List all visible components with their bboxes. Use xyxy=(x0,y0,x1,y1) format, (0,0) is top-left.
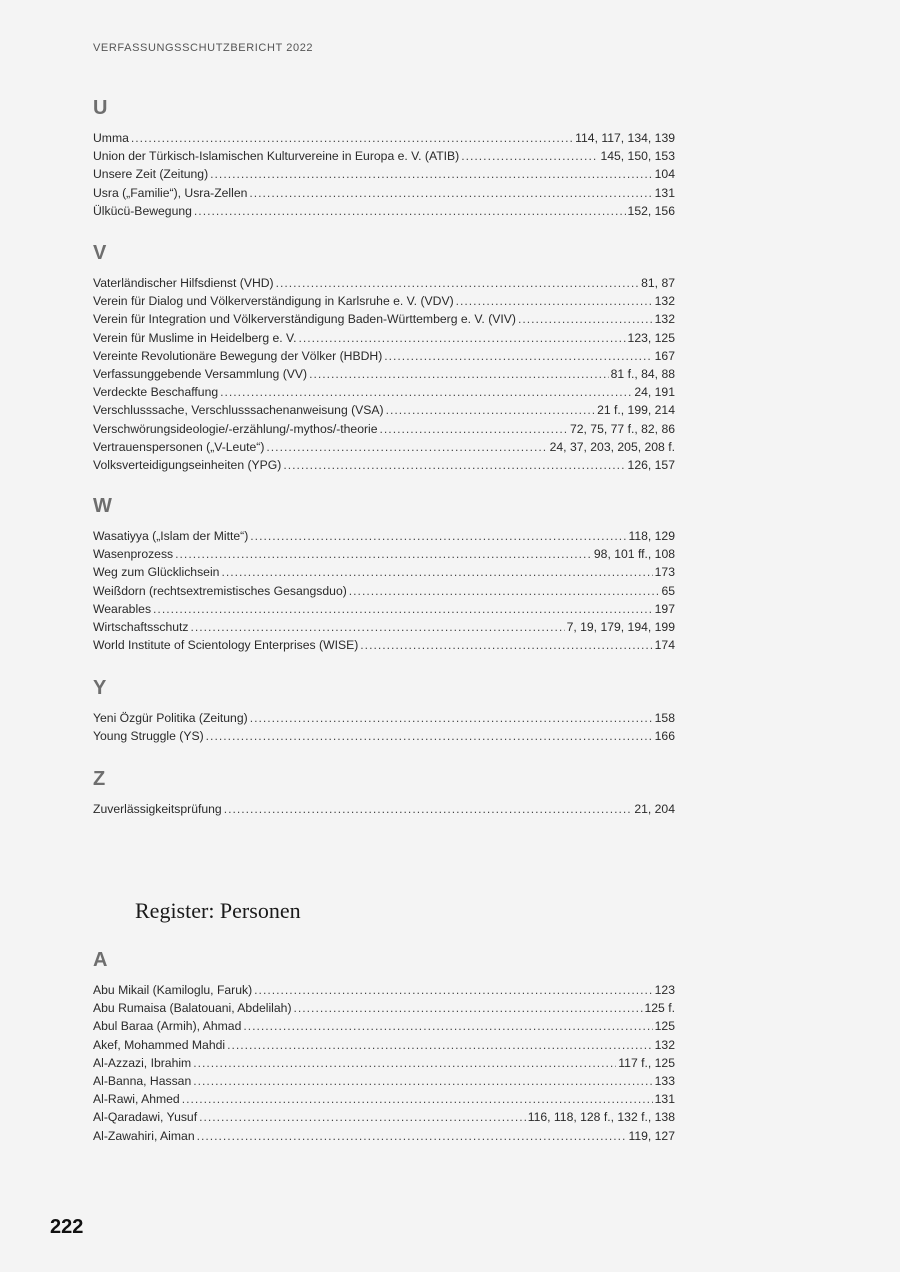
dot-leader xyxy=(220,383,632,401)
dot-leader xyxy=(206,727,653,745)
dot-leader xyxy=(276,274,639,292)
dot-leader xyxy=(254,981,652,999)
entry-term: Al-Zawahiri, Aiman xyxy=(93,1128,195,1143)
dot-leader xyxy=(243,1017,652,1035)
entry-term: Verein für Dialog und Völkerverständigung in Karlsruhe e. V. (VDV) xyxy=(93,294,454,309)
index-entry xyxy=(93,999,675,1017)
entry-term: Verein für Muslime in Heidelberg e. V. xyxy=(93,330,297,345)
index-entry xyxy=(93,636,675,654)
entry-pages: 167 xyxy=(654,348,675,363)
entry-pages: 81 f., 84, 88 xyxy=(610,366,675,381)
dot-leader xyxy=(224,800,633,818)
section-letter: V xyxy=(93,242,107,264)
index-entry xyxy=(93,310,675,328)
entry-list xyxy=(93,981,675,1145)
dot-leader xyxy=(153,600,653,618)
dot-leader xyxy=(360,636,652,654)
index-entry xyxy=(93,438,675,456)
page-number: 222 xyxy=(50,1216,84,1238)
entry-pages: 132 xyxy=(654,312,675,327)
index-entry xyxy=(93,618,675,636)
entry-pages: 125 xyxy=(654,1019,675,1034)
dot-leader xyxy=(175,545,592,563)
index-entry xyxy=(93,1072,675,1090)
entry-pages: 174 xyxy=(654,638,675,653)
index-entry xyxy=(93,545,675,563)
entry-term: Wearables xyxy=(93,601,152,616)
index-entry xyxy=(93,1127,675,1145)
index-entry xyxy=(93,1036,675,1054)
entry-term: Al-Banna, Hassan xyxy=(93,1073,192,1088)
entry-pages: 197 xyxy=(654,601,675,616)
dot-leader xyxy=(294,999,643,1017)
dot-leader xyxy=(309,365,609,383)
index-entry xyxy=(93,600,675,618)
entry-list xyxy=(93,800,675,818)
entry-pages: 114, 117, 134, 139 xyxy=(575,131,675,145)
index-entry xyxy=(93,165,675,183)
entry-pages: 117 f., 125 xyxy=(618,1055,675,1070)
entry-term: Ülkücü-Bewegung xyxy=(93,203,192,218)
dot-leader xyxy=(349,582,660,600)
entry-list xyxy=(93,709,675,745)
dot-leader xyxy=(266,438,547,456)
index-section-v xyxy=(93,238,675,474)
index-entry xyxy=(93,1017,675,1035)
dot-leader xyxy=(250,527,626,545)
entry-term: Al-Qaradawi, Yusuf xyxy=(93,1110,198,1125)
entry-list xyxy=(93,527,675,654)
entry-term: Verschwörungsideologie/-erzählung/-mythos/-theorie xyxy=(93,421,378,436)
index-entry xyxy=(93,800,675,818)
dot-leader xyxy=(250,709,653,727)
entry-term: Akef, Mohammed Mahdi xyxy=(93,1037,226,1052)
index-entry xyxy=(93,365,675,383)
entry-pages: 125 f. xyxy=(644,1001,675,1016)
entry-term: World Institute of Scientology Enterprises (WISE) xyxy=(93,638,359,653)
entry-term: Umma xyxy=(93,131,129,145)
index-entry xyxy=(93,147,675,165)
entry-pages: 24, 191 xyxy=(634,385,675,400)
index-entry xyxy=(93,1108,675,1126)
entry-term: Al-Rawi, Ahmed xyxy=(93,1092,180,1107)
entry-pages: 118, 129 xyxy=(628,529,675,543)
entry-term: Unsere Zeit (Zeitung) xyxy=(93,167,209,182)
entry-pages: 24, 37, 203, 205, 208 f. xyxy=(549,439,675,454)
dot-leader xyxy=(210,165,653,183)
index-entry xyxy=(93,981,675,999)
entry-pages: 131 xyxy=(654,1092,675,1107)
entry-list xyxy=(93,274,675,474)
dot-leader xyxy=(227,1036,653,1054)
entry-term: Vaterländischer Hilfsdienst (VHD) xyxy=(93,276,274,290)
index-entry xyxy=(93,727,675,745)
entry-pages: 7, 19, 179, 194, 199 xyxy=(566,619,675,634)
entry-pages: 116, 118, 128 f., 132 f., 138 xyxy=(527,1110,675,1125)
dot-leader xyxy=(131,129,573,147)
index-entry xyxy=(93,420,675,438)
entry-pages: 98, 101 ff., 108 xyxy=(593,547,675,562)
entry-term: Yeni Özgür Politika (Zeitung) xyxy=(93,711,248,725)
entry-pages: 152, 156 xyxy=(627,203,675,218)
entry-term: Abu Mikail (Kamiloglu, Faruk) xyxy=(93,983,253,997)
entry-pages: 126, 157 xyxy=(627,457,675,472)
dot-leader xyxy=(461,147,598,165)
index-entry xyxy=(93,563,675,581)
entry-pages: 21, 204 xyxy=(634,802,675,816)
index-section-w xyxy=(93,491,675,654)
entry-pages: 133 xyxy=(654,1073,675,1088)
entry-term: Verein für Integration und Völkerverständigung Baden-Württemberg e. V. (VIV) xyxy=(93,312,516,327)
section-letter: U xyxy=(93,97,108,119)
dot-leader xyxy=(386,401,595,419)
entry-pages: 131 xyxy=(654,185,675,200)
index-section-u xyxy=(93,93,675,220)
index-section-y xyxy=(93,673,675,745)
dot-leader xyxy=(199,1108,526,1126)
entry-pages: 65 xyxy=(661,583,675,598)
index-entry xyxy=(93,202,675,220)
entry-pages: 173 xyxy=(654,565,675,580)
dot-leader xyxy=(193,1072,652,1090)
dot-leader xyxy=(182,1090,653,1108)
entry-term: Abul Baraa (Armih), Ahmad xyxy=(93,1019,242,1034)
section-letter: W xyxy=(93,495,112,517)
index-entry xyxy=(93,456,675,474)
index-entry xyxy=(93,1090,675,1108)
dot-leader xyxy=(197,1127,627,1145)
section-letter: A xyxy=(93,949,108,971)
dot-leader xyxy=(221,563,652,581)
entry-term: Volksverteidigungseinheiten (YPG) xyxy=(93,457,282,472)
dot-leader xyxy=(298,329,625,347)
index-section-z xyxy=(93,764,675,818)
index-entry xyxy=(93,184,675,202)
entry-pages: 123 xyxy=(654,983,675,997)
entry-pages: 119, 127 xyxy=(628,1128,675,1143)
entry-pages: 104 xyxy=(654,167,675,182)
index-entry xyxy=(93,582,675,600)
dot-leader xyxy=(283,456,625,474)
entry-term: Verschlusssache, Verschlusssachenanweisung (VSA) xyxy=(93,403,384,418)
entry-term: Weißdorn (rechtsextremistisches Gesangsduo) xyxy=(93,583,347,598)
index-entry xyxy=(93,383,675,401)
entry-pages: 166 xyxy=(654,729,675,744)
entry-term: Abu Rumaisa (Balatouani, Abdelilah) xyxy=(93,1001,292,1016)
index-entry xyxy=(93,274,675,292)
entry-term: Verdeckte Beschaffung xyxy=(93,385,219,400)
index-entry xyxy=(93,329,675,347)
dot-leader xyxy=(456,292,653,310)
dot-leader xyxy=(191,618,565,636)
running-head: VERFASSUNGSSCHUTZBERICHT 2022 xyxy=(93,42,314,54)
entry-term: Wirtschaftsschutz xyxy=(93,619,189,634)
dot-leader xyxy=(518,310,653,328)
dot-leader xyxy=(384,347,652,365)
dot-leader xyxy=(193,1054,616,1072)
entry-pages: 72, 75, 77 f., 82, 86 xyxy=(569,421,675,436)
person-section-a xyxy=(93,945,675,1145)
entry-term: Vereinte Revolutionäre Bewegung der Völker (HBDH) xyxy=(93,348,383,363)
index-entry xyxy=(93,292,675,310)
entry-pages: 123, 125 xyxy=(627,330,675,345)
dot-leader xyxy=(249,184,652,202)
entry-term: Union der Türkisch-Islamischen Kulturvereine in Europa e. V. (ATIB) xyxy=(93,149,460,164)
index-entry xyxy=(93,347,675,365)
entry-pages: 132 xyxy=(654,1037,675,1052)
entry-term: Wasenprozess xyxy=(93,547,174,562)
dot-leader xyxy=(380,420,568,438)
dot-leader xyxy=(194,202,626,220)
entry-term: Young Struggle (YS) xyxy=(93,729,204,744)
index-entry xyxy=(93,129,675,147)
index-entry xyxy=(93,527,675,545)
entry-term: Vertrauenspersonen („V-Leute“) xyxy=(93,439,265,454)
entry-term: Wasatiyya („Islam der Mitte“) xyxy=(93,529,249,543)
entry-pages: 21 f., 199, 214 xyxy=(597,403,675,418)
entry-list xyxy=(93,129,675,220)
entry-pages: 158 xyxy=(654,711,675,725)
index-entry xyxy=(93,709,675,727)
entry-term: Weg zum Glücklichsein xyxy=(93,565,220,580)
entry-term: Al-Azzazi, Ibrahim xyxy=(93,1055,192,1070)
section-letter: Z xyxy=(93,768,106,790)
entry-pages: 145, 150, 153 xyxy=(600,149,675,164)
entry-pages: 81, 87 xyxy=(641,276,675,290)
entry-term: Usra („Familie“), Usra-Zellen xyxy=(93,185,248,200)
register-title: Register: Personen xyxy=(135,898,301,923)
index-entry xyxy=(93,1054,675,1072)
entry-term: Zuverlässigkeitsprüfung xyxy=(93,802,222,816)
entry-pages: 132 xyxy=(654,294,675,309)
section-letter: Y xyxy=(93,677,107,699)
index-entry xyxy=(93,401,675,419)
entry-term: Verfassunggebende Versammlung (VV) xyxy=(93,366,308,381)
